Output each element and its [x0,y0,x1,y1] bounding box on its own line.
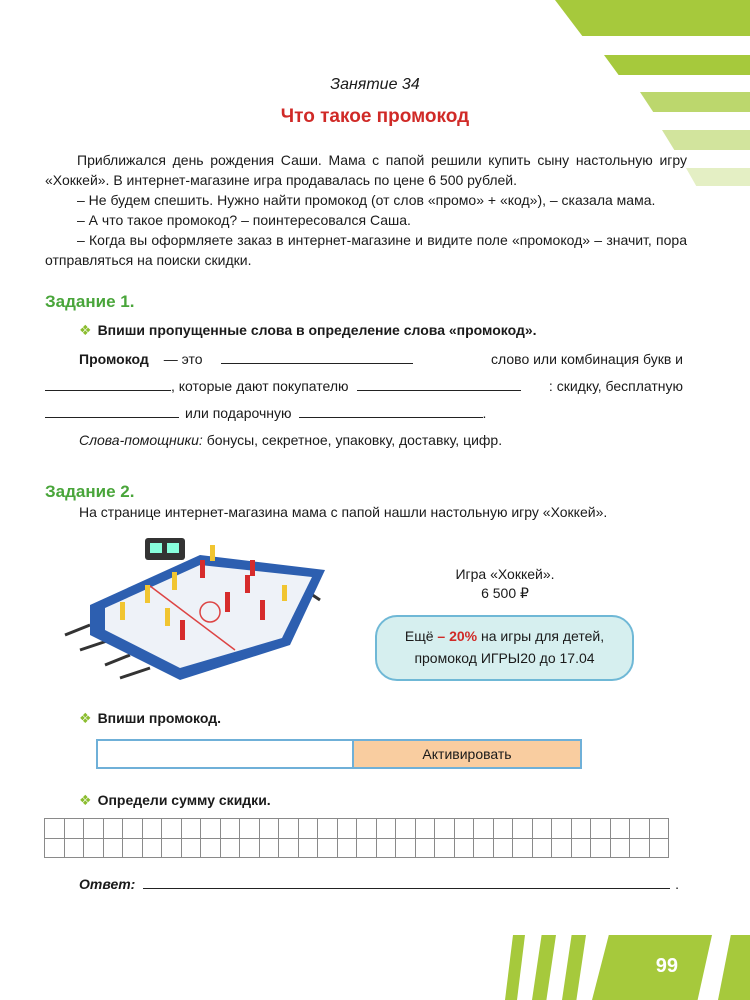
grid-cell[interactable] [552,819,572,839]
grid-cell[interactable] [493,838,513,858]
promo-line-1 [377,625,632,647]
blank-field-2[interactable] [45,376,171,391]
grid-cell[interactable] [513,819,533,839]
grid-cell[interactable] [454,838,474,858]
grid-cell[interactable] [610,819,630,839]
grid-cell[interactable] [142,838,162,858]
grid-cell[interactable] [357,838,377,858]
promo-code-input[interactable] [98,741,354,767]
grid-cell[interactable] [201,819,221,839]
grid-cell[interactable] [474,838,494,858]
helpers-line [79,430,502,450]
page-number: 99 [655,955,678,977]
grid-cell[interactable] [376,838,396,858]
answer-label: Ответ: [79,876,136,892]
grid-cell[interactable] [493,819,513,839]
grid-cell[interactable] [103,819,123,839]
grid-cell[interactable] [454,819,474,839]
answer-field[interactable] [143,874,670,889]
definition-part-3: : скидку, бесплатную [548,378,683,394]
promo-prefix: Ещё [404,628,434,644]
grid-cell[interactable] [123,838,143,858]
task1-title: Задание 1. [45,292,135,311]
table-hockey-image [50,530,350,690]
grid-cell[interactable] [103,838,123,858]
corner-stripe-2 [604,55,750,75]
grid-cell[interactable] [162,838,182,858]
footer-stripe-4 [592,935,712,1000]
grid-cell[interactable] [649,819,669,839]
grid-cell[interactable] [532,838,552,858]
grid-cell[interactable] [357,819,377,839]
promo-code-form [96,739,582,769]
grid-cell[interactable] [337,838,357,858]
grid-cell[interactable] [45,838,65,858]
definition-part-2: , которые дают покупателю [171,378,349,394]
lesson-number: Занятие 34 [330,76,420,93]
corner-stripe-5 [686,168,750,186]
discount-sum-instruction-text: Определи сумму скидки. [97,792,271,808]
answer-line [79,874,679,892]
grid-cell[interactable] [337,819,357,839]
grid-cell[interactable] [435,838,455,858]
calc-grid[interactable] [44,818,669,858]
story-paragraph: Приближался день рождения Саши. Мама с папой решили купить сыну настольную игру «Хоккей». В интернет-магазине игра продавалась по цене 6 500 рублей. [45,152,687,188]
grid-cell[interactable] [591,819,611,839]
story-text [45,150,687,270]
promo-line-2: промокод ИГРЫ20 до 17.04 [414,650,595,666]
grid-cell[interactable] [591,838,611,858]
grid-cell[interactable] [649,838,669,858]
grid-cell[interactable] [84,838,104,858]
grid-cell[interactable] [571,838,591,858]
footer-stripe-5 [718,935,750,1000]
promo-code-instruction-text: Впиши промокод. [97,710,221,726]
footer-stripe-1 [505,935,525,1000]
grid-cell[interactable] [415,819,435,839]
grid-cell[interactable] [415,838,435,858]
grid-cell[interactable] [181,819,201,839]
grid-cell[interactable] [64,819,84,839]
term-promokod: Промокод [79,351,149,367]
grid-cell[interactable] [513,838,533,858]
blank-field-1[interactable] [221,349,413,364]
diamond-bullet-icon: ❖ [79,792,92,808]
grid-cell[interactable] [84,819,104,839]
story-paragraph: – Когда вы оформляете заказ в интернет-магазине и видите поле «промокод» – значит, пора отправляться на поиски скидки. [45,232,687,268]
promo-banner [375,615,634,681]
grid-cell[interactable] [298,838,318,858]
grid-cell[interactable] [220,819,240,839]
discount-sum-instruction [79,792,271,809]
blank-field-3[interactable] [357,376,521,391]
grid-cell[interactable] [552,838,572,858]
grid-cell[interactable] [240,819,260,839]
grid-cell[interactable] [571,819,591,839]
definition-line-2 [45,376,683,396]
grid-cell[interactable] [123,819,143,839]
grid-cell[interactable] [396,838,416,858]
product-name: Игра «Хоккей». [455,566,555,582]
grid-cell[interactable] [162,819,182,839]
task2-intro: На странице интернет-магазина мама с папой нашли настольную игру «Хоккей». [79,504,608,520]
grid-cell[interactable] [474,819,494,839]
grid-cell[interactable] [630,838,650,858]
diamond-bullet-icon: ❖ [79,322,92,338]
task1-instruction [79,322,537,339]
footer-stripe-2 [532,935,556,1000]
grid-cell[interactable] [201,838,221,858]
definition-part-1: слово или комбинация букв и [491,351,683,367]
footer-stripe-3 [562,935,586,1000]
grid-cell[interactable] [318,838,338,858]
grid-row [45,838,669,858]
grid-cell[interactable] [610,838,630,858]
definition-line-1 [79,349,683,369]
calc-grid-table[interactable] [44,818,669,858]
blank-field-4[interactable] [45,403,179,418]
product-price: 6 500 ₽ [481,585,529,601]
grid-cell[interactable] [396,819,416,839]
promo-discount: – 20% [437,628,478,644]
grid-cell[interactable] [259,819,279,839]
grid-cell[interactable] [318,819,338,839]
end-period: . [482,405,487,421]
grid-cell[interactable] [279,838,299,858]
helpers-label: Слова-помощники: [79,432,203,448]
grid-cell[interactable] [298,819,318,839]
corner-stripe-1 [555,0,750,36]
definition-part-4: или подарочную [185,405,292,421]
grid-cell[interactable] [220,838,240,858]
definition-line-3 [45,403,505,423]
lesson-title: Что такое промокод [280,106,470,127]
grid-cell[interactable] [142,819,162,839]
grid-row [45,819,669,839]
helpers-words: бонусы, секретное, упаковку, доставку, цифр. [206,432,503,448]
story-paragraph: – А что такое промокод? – поинтересовался Саша. [77,212,411,228]
grid-cell[interactable] [532,819,552,839]
story-paragraph: – Не будем спешить. Нужно найти промокод (от слов «промо» + «код»), – сказала мама. [77,192,656,208]
grid-cell[interactable] [279,819,299,839]
grid-cell[interactable] [64,838,84,858]
dash-word: — это [163,351,203,367]
product-info [420,565,590,603]
task2-title: Задание 2. [45,482,135,501]
promo-code-instruction [79,710,221,727]
grid-cell[interactable] [45,819,65,839]
grid-cell[interactable] [181,838,201,858]
blank-field-5[interactable] [299,403,483,418]
grid-cell[interactable] [630,819,650,839]
grid-cell[interactable] [240,838,260,858]
grid-cell[interactable] [259,838,279,858]
task1-instruction-text: Впиши пропущенные слова в определение слова «промокод». [97,322,537,338]
diamond-bullet-icon: ❖ [79,710,92,726]
promo-suffix: на игры для детей, [481,628,605,644]
corner-stripe-4 [662,130,750,150]
grid-cell[interactable] [435,819,455,839]
grid-cell[interactable] [376,819,396,839]
scoreboard [145,538,185,560]
activate-button[interactable]: Активировать [354,741,580,767]
answer-end: . [675,876,679,892]
